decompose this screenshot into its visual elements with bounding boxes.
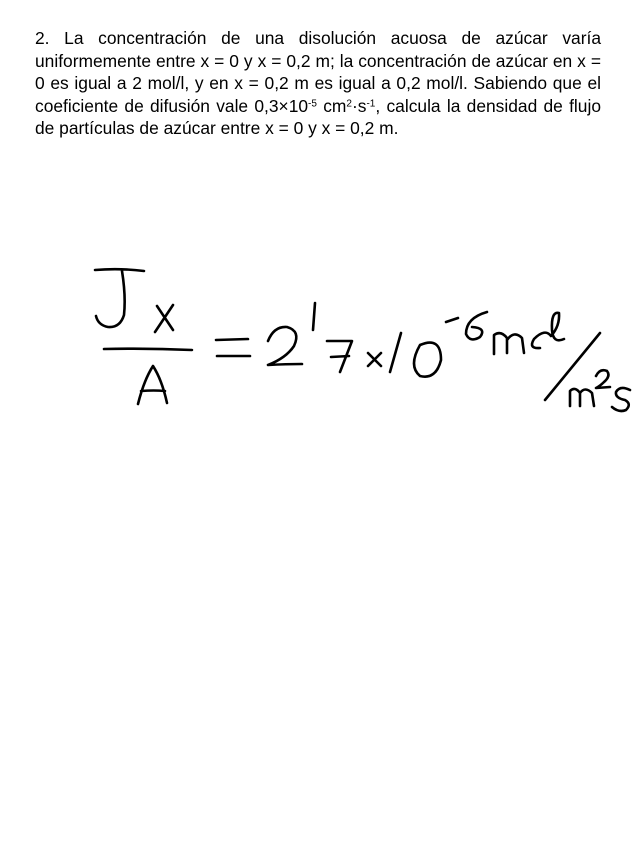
hw-letter-m [494,333,524,354]
hw-denominator-m [570,389,594,406]
problem-number: 2. [35,28,50,48]
hw-times-sign [368,353,381,366]
exponent-two: 2 [346,98,352,110]
hw-digit-seven [327,341,352,372]
hw-equals-sign [216,339,250,356]
exponent-minus-five: -5 [308,98,317,110]
hw-denominator-two [596,370,610,388]
hw-digit-one [390,333,401,372]
problem-text-part2: cm [316,95,347,116]
hw-letter-a [138,366,167,404]
hw-digit-zero [414,343,441,377]
hw-letters-ol [532,313,564,348]
hw-exponent-minus [446,318,458,322]
hw-apostrophe [313,303,315,330]
hw-letter-j [95,269,144,327]
problem-statement [35,27,601,140]
problem-text-part3: ·s [351,95,367,116]
problem-text-part4: , calcula la densidad de flujo de partículas de azúcar entre x = 0 y x = 0,2 m. [35,95,602,139]
hw-exponent-six [466,312,487,339]
hw-letter-x [155,305,173,332]
handwritten-answer [0,240,636,430]
problem-text-part1: La concentración de una disolución acuosa de azúcar varía uniformemente entre x = 0 y x = 0,2 m; la concentración de azúcar en x = 0 es igual a 2 mol/l, y en x = 0,2 m es igual a 0,2 mol/l. Sabiendo que el coeficiente de difusión vale 0,3×10 [35,28,601,116]
exponent-minus-one: -1 [366,98,376,110]
hw-fraction-bar [104,349,192,350]
hw-denominator-s [612,388,630,411]
hw-digit-two [268,327,302,365]
